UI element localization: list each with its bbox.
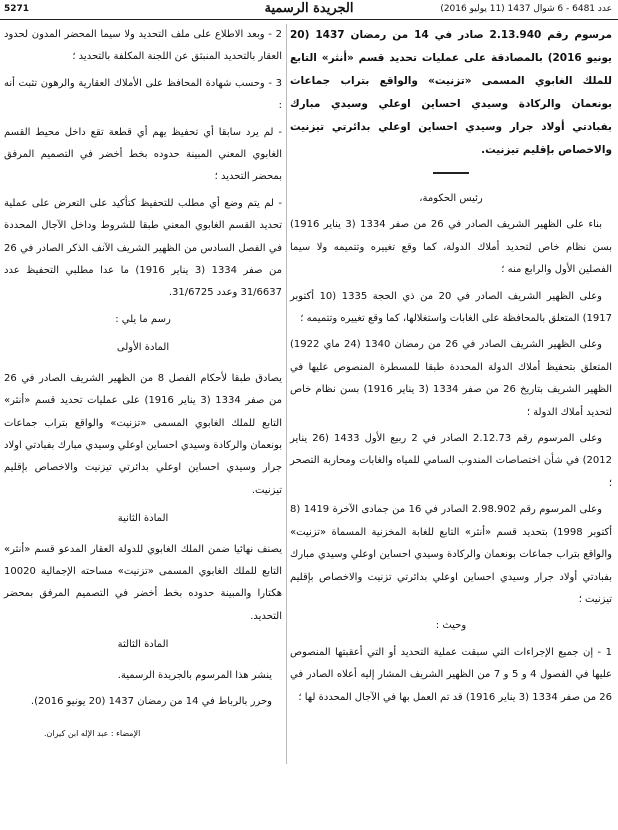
decreed-label: رسم ما يلي : [115,313,171,325]
title-separator [433,172,469,174]
article-2-heading: المادة الثانية [117,513,169,525]
right-column [290,24,612,713]
whereas-paragraph-3: 3 - وحسب شهادة المحافظ على الأملاك العقارية والرهون تثبت أنه : [4,77,282,112]
whereas-paragraph-2: 2 - وبعد الاطلاع على ملف التحديد ولا سيما المحضر المدون لحدود العقار بالتحديد المنبثق عن اللجنة المكلفة بالتحديد ؛ [4,29,282,63]
article-3-heading: المادة الثالثة [117,639,169,651]
left-column [4,24,282,750]
preamble-paragraph-3: وعلى الظهير الشريف الصادر في 26 من رمضان 1340 (24 ماي 1922) المتعلق بتحفيظ أملاك الدولة المحددة طبقا للمسطرة المنصوص عليها في الظهير الشريف بتاريخ 26 من صفر 1334 (3 يناير 1916) بسن نظام خاص لتحديد أملاك الدولة ؛ [290,339,612,418]
page-number: 5271 [4,4,30,14]
article-2-text: يصنف نهائيا ضمن الملك الغابوي للدولة العقار المدعو قسم «أنثر» التابع للملك الغابوي المسمى «تزنيت» مساحته الإجمالية 10020 هكتارا والمبينة حدوده بخط أخضر في التصميم المرفق بمحضر التحديد. [4,543,282,622]
journal-title: الجريدة الرسمية [264,1,354,16]
whereas-paragraph-1: 1 - إن جميع الإجراءات التي سبقت عملية التحديد أو التي أعقبتها المنصوص عليها في الفصول 4 و 5 و 7 من الظهير الشريف المشار إليه أعلاه الصادر في 26 من صفر 1334 (3 يناير 1916) قد تم العمل بها في الآجال المحددة لها ؛ [290,646,612,703]
page-header [0,0,618,22]
issue-info: عدد 6481 - 6 شوال 1437 (11 يوليو 2016) [440,4,612,14]
preamble-paragraph-4: وعلى المرسوم رقم 2.12.73 الصادر في 2 ربيع الأول 1433 (26 يناير 2012) في شأن اختصاصات المندوب السامي للمياه والغابات ومحاربة التصحر ؛ [290,433,612,489]
signature: الإمضاء : عبد الإله ابن كيران. [44,729,141,739]
preamble-paragraph-5: وعلى المرسوم رقم 2.98.902 الصادر في 16 من جمادى الآخرة 1419 (8 أكتوبر 1998) بتحديد قسم «أنثر» التابع للغابة المخزنية المسماة «تزنيت» والواقع بتراب جماعات بونعمان والركادة وسيدي احساين اوعلي وسيدي مبارك بفبادتي أولاد جرار وسيدي احساين اوعلي بدائرتي تزنيت والاخصاص بإقليم تيزنيت ؛ [290,504,613,605]
whereas-label: وحيث : [435,620,467,632]
certificate-item-1: - لم يرد سابقا أي تحفيظ يهم أي قطعة تقع داخل محيط القسم الغابوي المعني المبينة حدوده بخط أخضر في التصميم المرفق بمحضر التحديد ؛ [4,126,282,183]
article-1-text: يصادق طبقا لأحكام الفصل 8 من الظهير الشريف الصادر في 26 من صفر 1334 (3 يناير 1916) على عمليات تحديد قسم «أنثر» التابع للملك الغابوي المسمى «تزنيت» والواقع بتراب جماعات بونعمان والركادة وسيدي احساين اوعلي وسيدي مبارك بفبادتي اولاد جرار وسيدي احساين اوعلي بدائرتي تيزنيت والاخصاص بإقليم تيزنيت. [4,372,282,496]
preamble-paragraph-1: بناء على الظهير الشريف الصادر في 26 من صفر 1334 (3 يناير 1916) بسن نظام خاص لتحديد أملاك الدولة، كما وقع تغييره وتتميمه ولا سيما الفصلين الأول والرابع منه ؛ [290,219,612,276]
done-at: وحرر بالرباط في 14 من رمضان 1437 (20 يونيو 2016). [30,695,272,707]
article-1-heading: المادة الأولى [116,342,170,354]
header-rule [0,19,618,20]
preamble-paragraph-2: وعلى الظهير الشريف الصادر في 20 من ذي الحجة 1335 (10 أكتوبر 1917) المتعلق بالمحافظة على الغابات واستغلالها، كما وقع تغييره وتتميمه ؛ [290,290,612,325]
decree-title: مرسوم رقم 2.13.940 صادر في 14 من رمضان 1437 (20 يونيو 2016) بالمصادقة على عمليات تحديد قسم «أنثر» التابع للملك الغابوي المسمى «تزنيت» والواقع بتراب جماعات بونعمان والركادة وسيدي احساين اوعلي وسيدي مبارك بفبادتي أولاد جرار وسيدي احساين اوعلي بدائرتي تيزنيت والاخصاص بإقليم تيزنيت. [290,29,612,156]
column-divider [286,24,287,764]
article-3-text: ينشر هذا المرسوم بالجريدة الرسمية. [117,669,272,681]
head-of-government: رئيس الحكومة، [419,193,483,204]
certificate-item-2: - لم يتم وضع أي مطلب للتحفيظ كتأكيد على التعرض على عملية تحديد القسم الغابوي المعني طبقا للشروط وداخل الآجال المحددة في الفصل السادس من الظهير الشريف الآنف الذكر الصادر في 26 من صفر 1334 (3 يناير 1916) ما عدا مطلبي التحفيظ عدد 31/6637 وعدد 31/6725. [4,197,282,299]
